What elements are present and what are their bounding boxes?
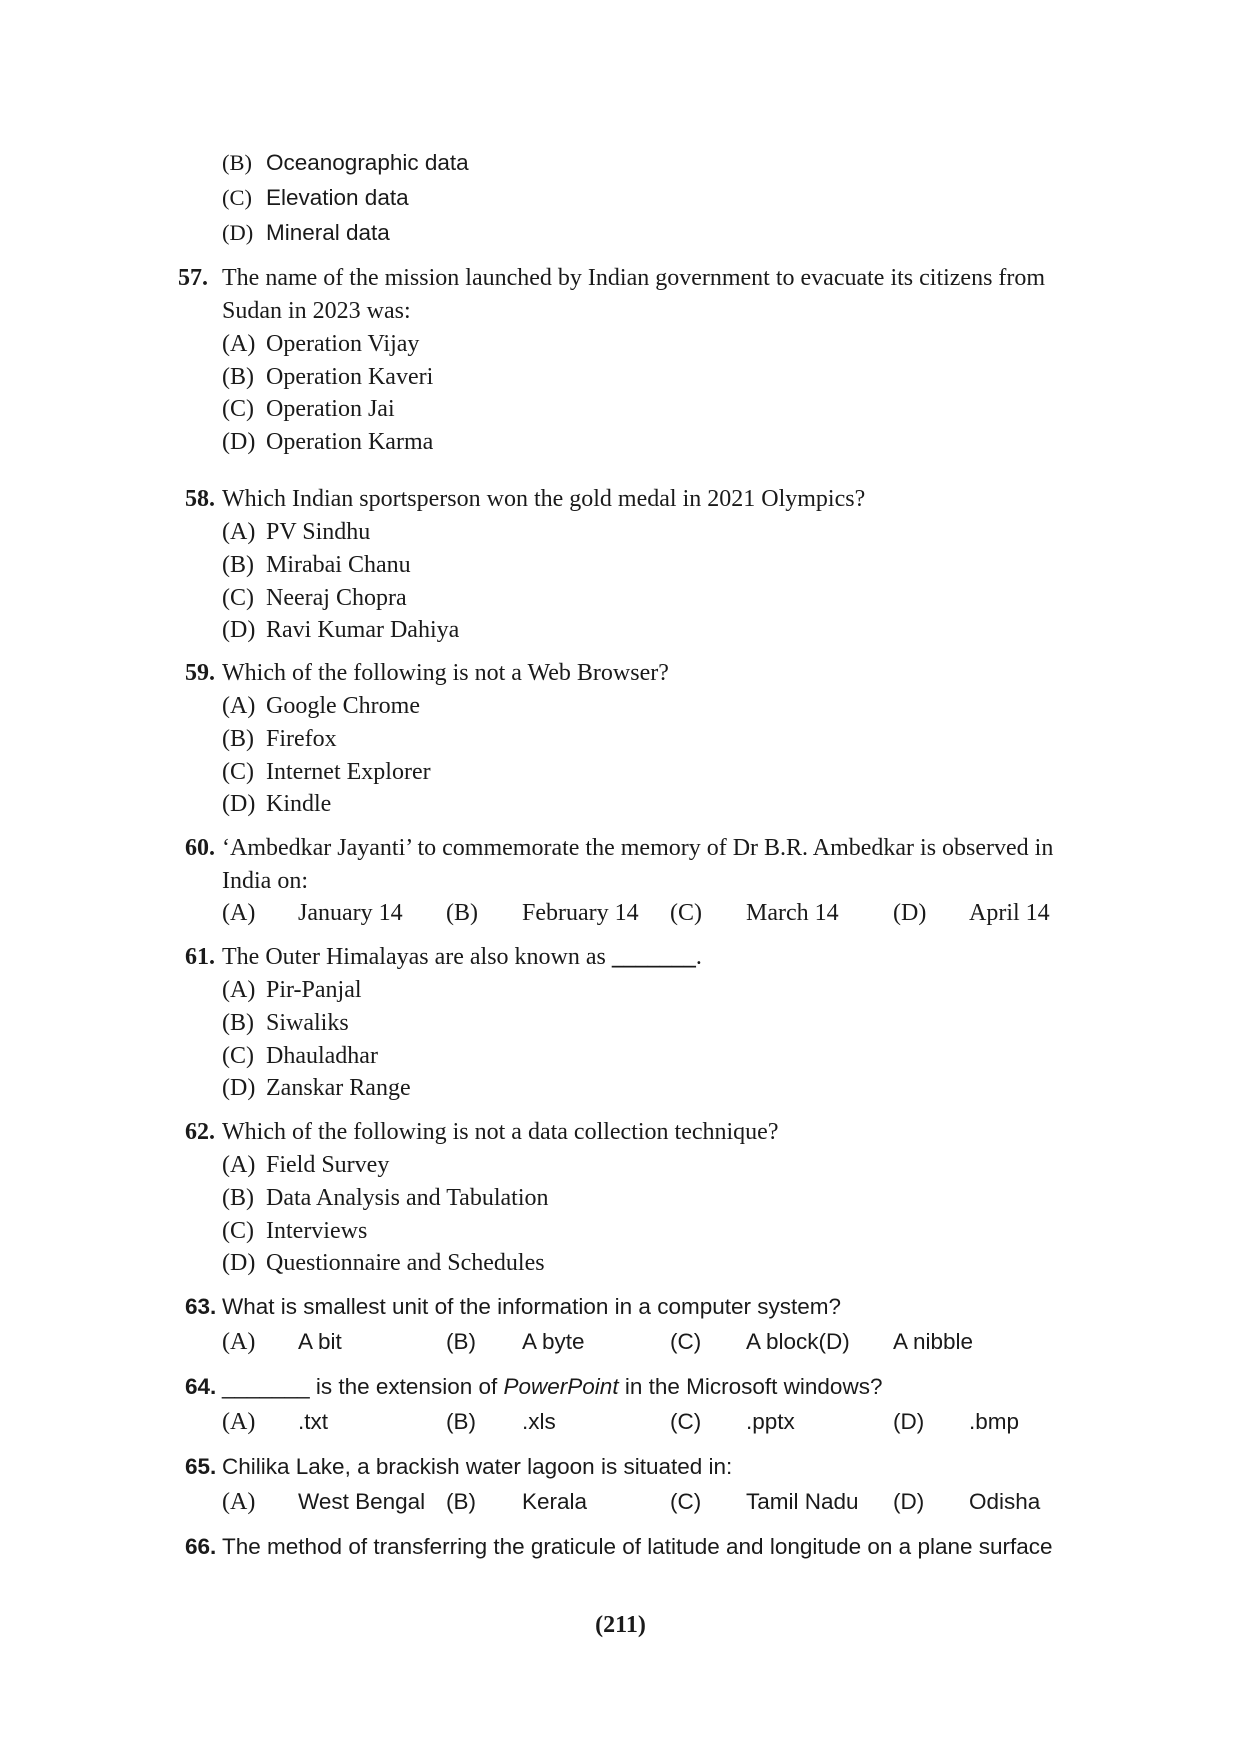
question-number: 62. [185, 1119, 215, 1145]
page-number: (211) [595, 1612, 646, 1638]
question-text: The name of the mission launched by Indian government to evacuate its citizens from [222, 265, 1046, 291]
question-62 [185, 1117, 779, 1147]
option-line: (C) Operation Jai [222, 396, 395, 422]
option-line: (C) Internet Explorer [222, 759, 431, 785]
question-text: ‘Ambedkar Jayanti’ to commemorate the memory of Dr B.R. Ambedkar is observed in [222, 835, 1054, 861]
question-63 [185, 1292, 841, 1322]
option-line: (A) Pir-Panjal [222, 977, 362, 1003]
option-line: (A) PV Sindhu [222, 519, 371, 545]
question-text: Which of the following is not a Web Browser? [222, 660, 669, 686]
question-66 [185, 1532, 1053, 1562]
option-line: (C) Elevation data [222, 185, 409, 210]
question-number: 65. [185, 1454, 217, 1479]
question-text: Which Indian sportsperson won the gold medal in 2021 Olympics? [222, 486, 866, 512]
option-line: (B) Siwaliks [222, 1010, 349, 1036]
question-59 [185, 658, 669, 688]
option-line: (B) Operation Kaveri [222, 364, 434, 390]
answer-blank: _______ [222, 1374, 310, 1399]
option-line: (B) Mirabai Chanu [222, 552, 411, 578]
question-number: 57. [178, 265, 208, 291]
question-number: 60. [185, 835, 215, 861]
option-line: (A) Field Survey [222, 1152, 390, 1178]
option-line: (D) Zanskar Range [222, 1075, 411, 1101]
question-text: Chilika Lake, a brackish water lagoon is situated in: [222, 1454, 733, 1479]
question-number: 64. [185, 1374, 217, 1399]
option-line: (C) Neeraj Chopra [222, 585, 407, 611]
question-text: Which of the following is not a data collection technique? [222, 1119, 779, 1145]
option-line: (B) Firefox [222, 726, 337, 752]
option-line: (C) Dhauladhar [222, 1043, 378, 1069]
question-57 [178, 263, 1045, 293]
question-number: 66. [185, 1534, 217, 1559]
question-text-continued: Sudan in 2023 was: [222, 298, 411, 324]
option-line: (D) Questionnaire and Schedules [222, 1250, 545, 1276]
option-line: (A) Google Chrome [222, 693, 420, 719]
question-text: The Outer Himalayas are also known as [222, 944, 606, 970]
option-line: (C) Interviews [222, 1218, 368, 1244]
question-61: 61. The Outer Himalayas are also known as _______. [185, 944, 702, 970]
question-number: 58. [185, 486, 215, 512]
question-text: The method of transferring the graticule of latitude and longitude on a plane surface [222, 1534, 1053, 1559]
question-64: 64. _______ is the extension of PowerPoint in the Microsoft windows? [185, 1372, 882, 1402]
option-line: (D) Kindle [222, 791, 332, 817]
option-line: (D) Operation Karma [222, 429, 434, 455]
question-65 [185, 1452, 732, 1482]
question-number: 59. [185, 660, 215, 686]
question-text: What is smallest unit of the information in a computer system? [222, 1294, 842, 1319]
question-number: 63. [185, 1294, 217, 1319]
question-text-continued: India on: [222, 868, 308, 894]
question-number: 61. [185, 944, 215, 970]
option-line: (D) Ravi Kumar Dahiya [222, 617, 460, 643]
answer-blank: _______ [611, 944, 696, 970]
question-58 [185, 484, 865, 514]
option-line: (B) Oceanographic data [222, 150, 469, 175]
question-60 [185, 833, 1053, 863]
option-line: (A) Operation Vijay [222, 331, 420, 357]
option-line: (B) Data Analysis and Tabulation [222, 1185, 549, 1211]
option-line: (D) Mineral data [222, 220, 390, 245]
